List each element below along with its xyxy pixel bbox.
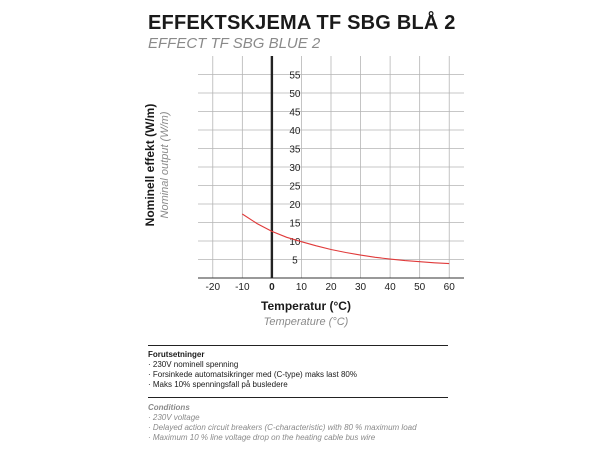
x-tick-label: 0 bbox=[269, 282, 275, 293]
series-line bbox=[242, 214, 449, 264]
divider-top bbox=[148, 345, 448, 346]
conditions-no-item: · 230V nominell spenning bbox=[148, 360, 357, 370]
conditions-en-heading: Conditions bbox=[148, 403, 190, 412]
x-tick-label: -20 bbox=[205, 282, 221, 293]
conditions-en-item: · Maximum 10 % line voltage drop on the heating cable bus wire bbox=[148, 433, 417, 443]
conditions-no bbox=[148, 350, 357, 390]
y-tick-label: 20 bbox=[289, 200, 301, 211]
y-tick-label: 50 bbox=[289, 89, 301, 100]
x-tick-label: 50 bbox=[414, 282, 426, 293]
x-tick-label: 30 bbox=[354, 282, 367, 293]
conditions-en bbox=[148, 403, 417, 443]
y-tick-label: 25 bbox=[289, 181, 301, 193]
conditions-en-item: · Delayed action circuit breakers (C-characteristic) with 80 % maximum load bbox=[148, 423, 417, 433]
y-tick-label: 35 bbox=[289, 144, 301, 156]
y-axis-label-en: Nominal output (W/m) bbox=[159, 111, 171, 219]
y-tick-label: 40 bbox=[289, 126, 301, 137]
chart-subtitle: EFFECT TF SBG BLUE 2 bbox=[148, 35, 321, 52]
chart-title: EFFEKTSKJEMA TF SBG BLÅ 2 bbox=[148, 12, 456, 34]
conditions-no-item: · Maks 10% spenningsfall på busledere bbox=[148, 380, 357, 390]
conditions-no-heading: Forutsetninger bbox=[148, 350, 205, 359]
y-axis-label: Nominell effekt (W/m) bbox=[143, 103, 157, 227]
y-tick-label: 10 bbox=[289, 237, 301, 248]
y-tick-label: 5 bbox=[292, 255, 298, 267]
x-tick-label: 20 bbox=[325, 282, 337, 293]
conditions-no-item: · Forsinkede automatsikringer med (C-type) maks last 80% bbox=[148, 370, 357, 380]
x-tick-label: -10 bbox=[235, 282, 250, 293]
x-tick-label: 40 bbox=[384, 282, 396, 293]
divider-bottom bbox=[148, 397, 448, 398]
y-tick-label: 55 bbox=[289, 70, 301, 82]
x-axis-label: Temperatur (°C) bbox=[261, 299, 351, 313]
y-tick-label: 45 bbox=[289, 107, 301, 119]
x-axis-label-en: Temperature (°C) bbox=[263, 316, 349, 328]
y-tick-label: 30 bbox=[289, 163, 301, 174]
x-tick-label: 10 bbox=[295, 282, 308, 293]
y-tick-label: 15 bbox=[289, 218, 301, 230]
x-tick-label: 60 bbox=[443, 282, 455, 293]
conditions-en-item: · 230V voltage bbox=[148, 413, 417, 423]
